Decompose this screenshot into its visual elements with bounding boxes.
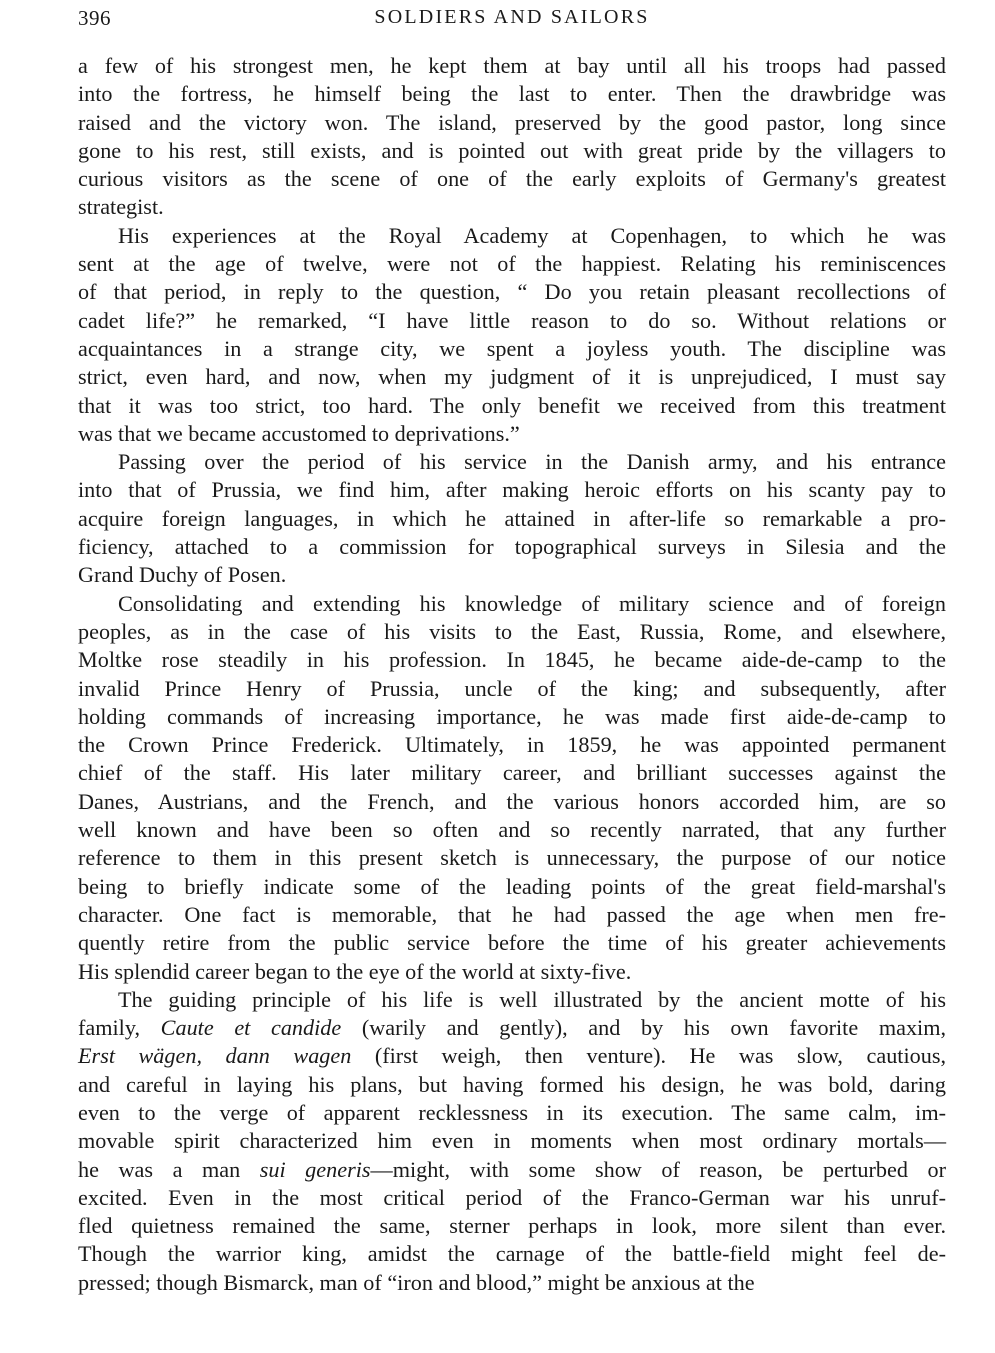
text-line: strict, even hard, and now, when my judgment of it is unprejudiced, I must say	[78, 364, 946, 390]
running-head	[78, 6, 946, 32]
text-line: family, Caute et candide (warily and gently), and by his own favorite maxim,	[78, 1015, 947, 1041]
text-line: ficiency, attached to a commission for topographical surveys in Silesia and the	[78, 534, 946, 560]
text-line: the Crown Prince Frederick. Ultimately, in 1859, he was appointed permanent	[78, 732, 946, 758]
text-line: even to the verge of apparent recklessness in its execution. The same calm, im-	[78, 1099, 946, 1125]
text-line: into that of Prussia, we find him, after making heroic efforts on his scanty pay to	[78, 477, 946, 503]
text-line: gone to his rest, still exists, and is pointed out with great pride by the villagers to	[78, 137, 946, 163]
text-line: he was a man sui generis—might, with some show of reason, be perturbed or	[78, 1156, 946, 1182]
text-line: excited. Even in the most critical period of the Franco-German war his unruf-	[78, 1184, 946, 1210]
text-line: into the fortress, he himself being the last to enter. Then the drawbridge was	[78, 81, 946, 107]
paragraph	[78, 222, 946, 448]
text-line: pressed; though Bismarck, man of “iron and blood,” might be anxious at the	[78, 1269, 755, 1295]
text-line: The guiding principle of his life is well illustrated by the ancient motte of his	[118, 986, 946, 1012]
text-line: being to briefly indicate some of the leading points of the great field-marshal's	[78, 873, 946, 899]
text-line: a few of his strongest men, he kept them at bay until all his troops had passed	[78, 53, 946, 78]
text-line: Passing over the period of his service in the Danish army, and his entrance	[118, 449, 946, 475]
text-line: was that we became accustomed to deprivations.”	[78, 420, 520, 446]
text-line: strategist.	[78, 194, 164, 220]
text-line: chief of the staff. His later military career, and brilliant successes against the	[78, 760, 946, 786]
text-line: Consolidating and extending his knowledge of military science and of foreign	[118, 590, 946, 616]
text-line: His splendid career began to the eye of the world at sixty-five.	[78, 958, 632, 984]
text-line: acquire foreign languages, in which he attained in after-life so remarkable a pro-	[78, 505, 946, 531]
text-line: Erst wägen, dann wagen (first weigh, then venture). He was slow, cautious,	[78, 1043, 946, 1069]
italic-phrase: Erst wägen, dann wagen	[78, 1043, 352, 1069]
text-line: His experiences at the Royal Academy at Copenhagen, to which he was	[118, 222, 946, 248]
text-line: and careful in laying his plans, but having formed his design, he was bold, daring	[78, 1071, 946, 1097]
text-line: Though the warrior king, amidst the carnage of the battle-field might feel de-	[78, 1241, 946, 1267]
italic-phrase: sui generis	[259, 1156, 371, 1182]
text-line: well known and have been so often and so recently narrated, that any further	[78, 817, 946, 843]
text-line: cadet life?” he remarked, “I have little reason to do so. Without relations or	[78, 307, 946, 333]
text-line: of that period, in reply to the question, “ Do you retain pleasant recollections of	[78, 279, 946, 305]
text-line: movable spirit characterized him even in moments when most ordinary mortals—	[78, 1128, 946, 1154]
text-line: character. One fact is memorable, that he had passed the age when men fre-	[78, 901, 946, 927]
text-line: Danes, Austrians, and the French, and the various honors accorded him, are so	[78, 788, 946, 814]
paragraph	[78, 52, 946, 222]
text-line: curious visitors as the scene of one of the early exploits of Germany's greatest	[78, 166, 946, 192]
text-line: holding commands of increasing importance, he was made first aide-de-camp to	[78, 703, 946, 729]
text-line: raised and the victory won. The island, preserved by the good pastor, long since	[78, 109, 946, 135]
text-line: peoples, as in the case of his visits to the East, Russia, Rome, and elsewhere,	[78, 618, 946, 644]
text-line: acquaintances in a strange city, we spent a joyless youth. The discipline was	[78, 335, 946, 361]
text-line: that it was too strict, too hard. The only benefit we received from this treatment	[78, 392, 946, 418]
text-line: Moltke rose steadily in his profession. In 1845, he became aide-de-camp to the	[78, 647, 946, 673]
text-line: sent at the age of twelve, were not of the happiest. Relating his reminiscences	[78, 251, 946, 277]
text-line: Grand Duchy of Posen.	[78, 562, 287, 588]
text-line: reference to them in this present sketch is unnecessary, the purpose of our notice	[78, 845, 946, 871]
page-number: 396	[78, 6, 111, 30]
text-line: fled quietness remained the same, sterner perhaps in look, more silent than ever.	[78, 1213, 946, 1239]
paragraph	[78, 590, 946, 986]
text-line: invalid Prince Henry of Prussia, uncle of the king; and subsequently, after	[78, 675, 946, 701]
body-text	[78, 52, 946, 1297]
italic-phrase: Caute et candide	[160, 1015, 342, 1041]
paragraph	[78, 986, 946, 1297]
running-title: SOLDIERS AND SAILORS	[374, 6, 650, 28]
text-line: quently retire from the public service before the time of his greater achievements	[78, 930, 946, 956]
paragraph	[78, 448, 946, 589]
